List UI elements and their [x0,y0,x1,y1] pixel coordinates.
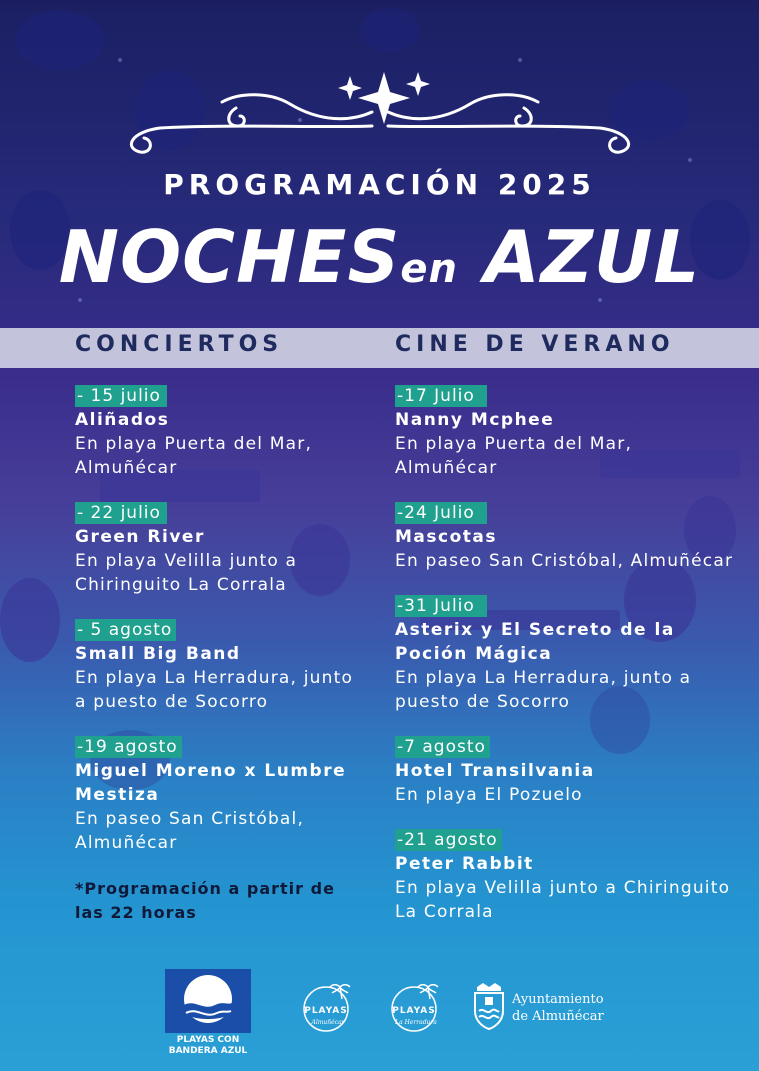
blue-flag-caption [155,1035,261,1057]
palm-tree-icon [388,977,444,1037]
cinema-entry [395,829,735,924]
ayto-line2: de Almuñécar [512,1009,604,1024]
ayuntamiento-name [512,991,604,1025]
event-place: En playa Puerta del Mar, Almuñécar [75,434,313,478]
flag-caption-line1: PLAYAS CON [176,1035,240,1045]
cinema-column [395,385,735,946]
event-place: En playa Puerta del Mar, Almuñécar [395,434,633,478]
cinema-heading: CINE DE VERANO [395,332,675,357]
festival-title-azul: AZUL [484,215,701,299]
concert-entry [75,619,365,714]
logo2-sub: La Herradura [395,1019,437,1026]
playas-la-herradura-logo [388,977,444,1037]
concerts-heading: CONCIERTOS [75,332,284,357]
event-date: -7 agosto [395,736,490,758]
cinema-entry [395,595,735,714]
program-title: PROGRAMACIÓN 2025 [163,168,596,201]
blue-flag-logo [165,969,251,1033]
festival-title-en: en [400,246,458,292]
event-place: En playa La Herradura, junto a puesto de Socorro [395,668,692,712]
event-name: Green River [75,527,205,547]
event-place: En paseo San Cristóbal, Almuñécar [395,551,734,571]
event-date: - 15 julio [75,385,167,407]
logo1-sub: Almuñécar [311,1019,345,1026]
festival-title [0,212,759,314]
event-name: Miguel Moreno x Lumbre Mestiza [75,761,347,805]
festival-title-noches: NOCHES [58,215,401,299]
event-name: Small Big Band [75,644,241,664]
flag-caption-line2: BANDERA AZUL [168,1046,248,1056]
event-date: -21 agosto [395,829,502,851]
event-date: -19 agosto [75,736,182,758]
event-place: En paseo San Cristóbal, Almuñécar [75,809,305,853]
event-date: -17 Julio [395,385,487,407]
concert-entry [75,385,365,480]
event-date: -31 Julio [395,595,487,617]
event-place: En playa La Herradura, junto a puesto de Socorro [75,668,354,712]
event-name: Asterix y El Secreto de la Poción Mágica [395,620,675,664]
playas-almunecar-logo [300,977,356,1037]
coat-of-arms-icon [471,981,507,1031]
ayuntamiento-crest [471,981,507,1031]
event-date: - 22 julio [75,502,167,524]
concerts-column [75,385,365,925]
blue-flag-icon [165,969,251,1033]
event-name: Mascotas [395,527,497,547]
event-place: En playa Velilla junto a Chiringuito La Corrala [395,878,731,922]
event-place: En playa Velilla junto a Chiringuito La Corrala [75,551,298,595]
event-name: Nanny Mcphee [395,410,555,430]
concert-entry [75,502,365,597]
cinema-entry [395,385,735,480]
logo2-title: PLAYAS [392,1006,436,1016]
event-date: - 5 agosto [75,619,176,641]
event-place: En playa El Pozuelo [395,785,583,805]
concert-entry [75,736,365,855]
logo1-title: PLAYAS [304,1006,348,1016]
footer-logos [0,965,759,1065]
event-name: Peter Rabbit [395,854,534,874]
event-name: Aliñados [75,410,170,430]
ayto-line1: Ayuntamiento [512,992,604,1007]
schedule-note: *Programación a partir de las 22 horas [75,879,335,922]
cinema-entry [395,502,735,573]
palm-tree-icon [300,977,356,1037]
stars-ornament-icon [338,72,430,124]
cinema-entry [395,736,735,807]
event-name: Hotel Transilvania [395,761,595,781]
event-date: -24 Julio [395,502,487,524]
